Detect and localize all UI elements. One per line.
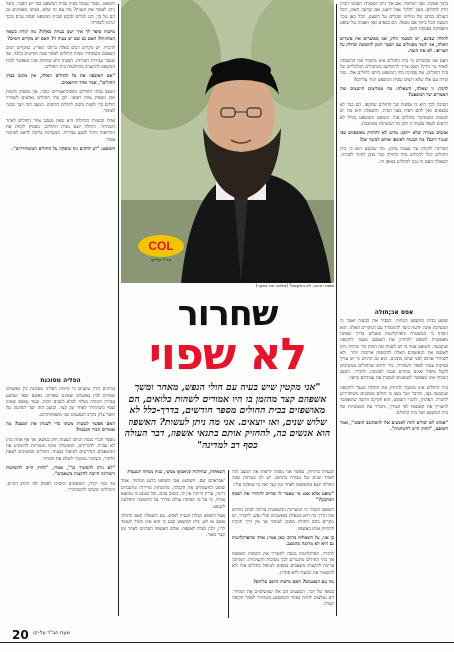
article-paragraph: בית החולים אינו מוסמך להחזיק את החולה מעבר לתקופה שנקבעה בצו, והדבר יוצר מצב בו חולים מסוכנים משוחררים לחברה. הפתרון, לדברי השופט, הוא חקיקה חדשה שתאפשר להאריך את האשפוז לפי הצורך, ותגדיר את הסמכויות של בית המשפט ושל בית החולים. xyxy=(340,385,448,417)
article-paragraph: לחולה שבינם, יש הסכמי זולת, אנו מאשרים את אשרים האלה, אני לומד מסוגלים עם הסבר הזמן לתשובת וכחלק על תעריפו. לא את הגבה. xyxy=(340,36,448,55)
article-column-left-lower xyxy=(6,374,115,620)
footer-rule xyxy=(0,642,454,643)
article-column-right-lower xyxy=(340,306,448,622)
page-number: 20 xyxy=(12,628,29,642)
article-paragraph: השופט: "יש להקים גוף שיפקח על החולים המשוחררים". xyxy=(11,146,115,152)
article-paragraph: 'אבראהם שם, השופט: אבי השופט כרגע המחוזי, אמר שופט החשמלים את הקבלה, מהוכחות מדירות ומתנגדים דרגה, עדיין הייתה אין לו, בשום פנים, וכל שנוגע כי ממוצא אזרח, כי על פי תפיסת עולם ובדרך על התשובה והחלטה לשופט. xyxy=(121,479,225,510)
article-paragraph: "לא ניתן להמשיך כך", אמרו, "החוק חייב להשתנות והמדינה חייבת להקצות משאבים". xyxy=(6,466,115,478)
article-paragraph: השאלות, שהלקוח (ניאמן) ממשי, בנזין מנוחה לטעמי? xyxy=(126,470,225,475)
article-column-right xyxy=(340,2,448,302)
article-paragraph: אנשים בצורה שלא ייתכן: מדוע לא להחזיק מאשפזים כפי שנגזר דינם? מה הבעיה לאשפז אותם למשך זמן? xyxy=(340,131,448,143)
article-paragraph: המדינה לוקחת על עצמה סיכון. מה שנקבע הוא כי בית החולים יכול להחליט מתי החולה כבר מוכן לחזור לחברה. השאלה האם זה נכון להחליט באופן זה. xyxy=(340,146,448,165)
section-heading: אפס אכ;תולה xyxy=(374,309,414,316)
headline-line-2: לא שפוי xyxy=(148,329,307,380)
headline-line-1: שחרור xyxy=(177,294,278,334)
article-paragraph: האם אנו מבשרים כי בית החולים אינו מחמיר את ההשגחה לאחר גזר הדין? האם צריך להתחשב בשיקולים הכלכליים של בית החולים, את פסיקת בתי המשפט ביחס לחולים אלו. ומה קורה עם אלו שלא רוצים שבית המשפט יגזור עליהם? xyxy=(340,58,448,83)
article-paragraph: אחת הבעיות הגדולות היא שאין מעקב אחר החולים לאחר השחרור. החולה יוצא מבית החולים, מפסיק לקחת את התרופות וחוזר לבצע עבירות. המערכת צריכה לדאוג לפיקוח צמוד. xyxy=(6,118,115,143)
column-divider xyxy=(118,4,119,616)
logo-subtext: חב"ד על-קו xyxy=(150,257,172,262)
logo-text: COL xyxy=(148,239,174,253)
article-paragraph: המצב בבתי החולים הפסיכיאטריים קשה. אין מספיק מיטות ואין מספיק צוות רפואי. לכן בתי החולים נאלצים לשחרר חולים כדי לפנות מקום לחולים חדשים. המצב הזה יוצר סכנה לציבור. xyxy=(6,90,115,115)
article-paragraph: לדבריו, יש מקרים רבים כאלה ברחבי הארץ. במקרים רבים הנאשם משתחרר מבית החולים לאחר כמה חודשים בלבד, אף שעבר עבירות חמורות. הבעיה היא שהחוק אינו מאפשר לבית המשפט להתערב בהחלטות בית החולים. xyxy=(6,46,115,71)
article-paragraph: מישהו סיפר לך איך ישנן בעיות כאלה? מה קורה בשאר המחוזות? האם גם שם יש בעיה זו? האם יש מקרים דומים? xyxy=(6,30,115,42)
article-paragraph: בסופו של דבר, הנפגעים הם אלו שמשלמים את המחיר. הם נאלצים לחיות בפחד כשהפוגע משוחרר לאחר תקופה קצרה. xyxy=(232,589,334,608)
article-paragraph: אצל השופט קבלת העניין לאדם. עם השאלה האם החולה אשם או לא, בית המשפט קבע כי הוא אינו כשיר לעמוד לדין, ולכן נשלח לאשפוז. אולם האשפוז הסתיים לאחר זמן קצר מאוד. xyxy=(121,514,225,539)
article-paragraph: כן אני, על השאלות בחוקו כאן אמר: אחד שהפרקליטות גם היא לא מרוצה מהמצב. xyxy=(232,536,334,548)
column-divider xyxy=(336,4,337,616)
article-paragraph: מה עם הנפגעים? האם מישהו חושב עליהם? xyxy=(253,580,334,586)
article-paragraph: בתוך פסקה, ואני ישראלי, אם איך ניתן לעשות? הסכמי הבית הדין לחולים: מעין 'חלקי' אבל ידענו, אם קביעה האוזן, הכל העולם בכתב של מיליוני שקלים על השעון. הכל כאן נזכר השעה הכל ביחד אם נשאל. הם כספים ואף האבות על שופט והפסיקה בפסקת הזמן. xyxy=(340,2,448,33)
article-paragraph: "שופט אלא אם: מי שאמר לו שחייב להחזיר את הכסף המתכנן?" xyxy=(232,492,334,504)
pull-quote: "אני מקטין שיש בעיה עם חולי הנפש, מאחר ומשך אשפוזם קצר מהזמן בו היו אמורים לשהות כלואים, הם מאושפזים בבית החולים מספר חודשים, בדרך-כלל לא שלוש שנים, ואז יוצאים. אני מה ניתן לעשות? האשפוז הוא אנשים בה, להחזיק אותם בתנאי אשפוז, דבר העולה כסף רב למדינה" xyxy=(124,382,331,451)
article-paragraph: הסיבה לכך היא כי נפשות של החולים שתקפו, הם כבר לא נמצאים ואין להם ראיה בפני הבית, והשאלה היא מה יש לעשות כשמדובר בחולים אלו. השופט והמשפט בכלל לא יודעים לטפל בבעיה זו ולכן כל המערכת מסתבכת. xyxy=(340,102,448,127)
article-paragraph: שופט בבית המשפט המחוזי, הסביר את הבעיה ואמר כי המערכת אינה יודעת כיצד להתמודד עם המקרים האלה. הוא הוסיף כי המשטרה והפרקליטות פועלים בדרך שאינה מאפשרת לשופט להחזיק את הנאשם מעבר לתקופה שנקבעה. השופט אמר כי יש לשנות את החוק כדי שיהיה ניתן לאשפז את הנאשמים האלה לתקופות ארוכות יותר, ולא לשחרר אותם לפני שהם מוכנים. הוא גם הדגיש כי יש צורך בפיקוח צמוד לאחר השחרור, כדי לוודא שהחולים ממשיכים לקבל טיפול ואינם מהווים סכנה לסביבה. לדבריו, המצב הנוכחי אינו מאפשר לשופטים לעשות את עבודתם כראוי. xyxy=(340,319,448,382)
article-paragraph: לבעיות ברורות, כאשר אני מסוגל לראות את המצב הזה לאחר שנים של עבודה בתחום. יש לנו מערכת שבה החולה יוצא מהאשפוז לאחר זמן קצר ואין מי שיפקח עליו. xyxy=(232,470,334,488)
article-column-left xyxy=(6,2,115,370)
publication-name: שעת חב"ד על-קו xyxy=(33,630,71,636)
photo-caption: שופט הדסה, לא התקשת? (צילום: אבי בסקר) xyxy=(255,283,334,288)
section-heading: הפליה מסוכנת xyxy=(40,377,81,384)
article-column-middle-lower-right xyxy=(232,470,334,620)
article-paragraph: לדבר: זו שאלה, השאלה: מה ממליצים היועצים ומה האמרים של המשפט? xyxy=(340,87,448,99)
col-logo xyxy=(136,233,186,263)
article-paragraph: מספר חברי כנסת הגישו הצעות חוק בנושא, אך אף אחת מהן לא עברה. לדבריהם, הממשלה אינה מעוניינת להשקיע את המשאבים הנדרשים לטיפול בבעיה. החולים ממשיכים לצאת ולחזור, והציבור ממשיך לשלם את המחיר. xyxy=(6,437,115,462)
article-paragraph: "אנחנו לא יכולים לתת לאנשים אלו להסתובב חופשי", אמר השופט, "החוק חייב להשתנות". xyxy=(340,420,448,432)
article-paragraph: האם אפשר לעשות משהו כדי לשנות את המצב? מה אומרים חברי הכנסת? xyxy=(6,422,115,434)
article-paragraph: "אם תאשפזו את כל החולים האלה, אין מקום בבתי החולים", אמר אחד הרופאים. xyxy=(6,74,115,86)
article-column-middle-lower-left xyxy=(121,470,225,620)
article-paragraph: השופט, נסבר שמכל בעיה בבית המשפט כבר יש הסבר. כיצד ניתן לאשר את העניין? מה עם זה שלא, אנחנו מאמינים גם הם על כך. הם יכולים לבקש שבית המשפט יפסוק נגדם ובכך יגרמו לשחרור. xyxy=(6,2,115,27)
article-paragraph: עורכים הדין טוענים כי קיימת הפליה מסוכנת בין נאשמים שפויים לבין נאשמים שאינם שפויים. נאשם שפוי שביצע עבירה חמורה נשלח לכלא לשנים רבות, בעוד נאשם שאינו שפוי משתחרר לאחר זמן קצר. המצב הזה יוצר תחושה של חוסר צדק בקרב הנפגעים ובני משפחותיהם. xyxy=(6,387,115,418)
article-paragraph: עד שזה יקרה, השופטים ימשיכו לפסוק לפי החוק הקיים, והחולים ימשיכו להשתחרר. xyxy=(6,481,115,494)
column-divider xyxy=(228,470,229,618)
article-paragraph: השופט הסביר כי המערכת המשפטית צריכה לבחון מחדש את הדרך בה היא מטפלת בנאשמים חולי נפש. לדבריו, יש מקרים בהם החולה מסוכן לציבור אך אין דרך חוקית להחזיק אותו באשפוז. xyxy=(232,507,334,532)
article-paragraph: לדבריו, הפרקליטות מנסה להאריך את תקופות האשפוז אך בתי החולים מתנגדים לכך מסיבות תקציביות. המדינה צריכה להקצות משאבים נוספים לטיפול בחולים אלו ולא להשאיר את הבעיה ללא פתרון. xyxy=(232,551,334,576)
